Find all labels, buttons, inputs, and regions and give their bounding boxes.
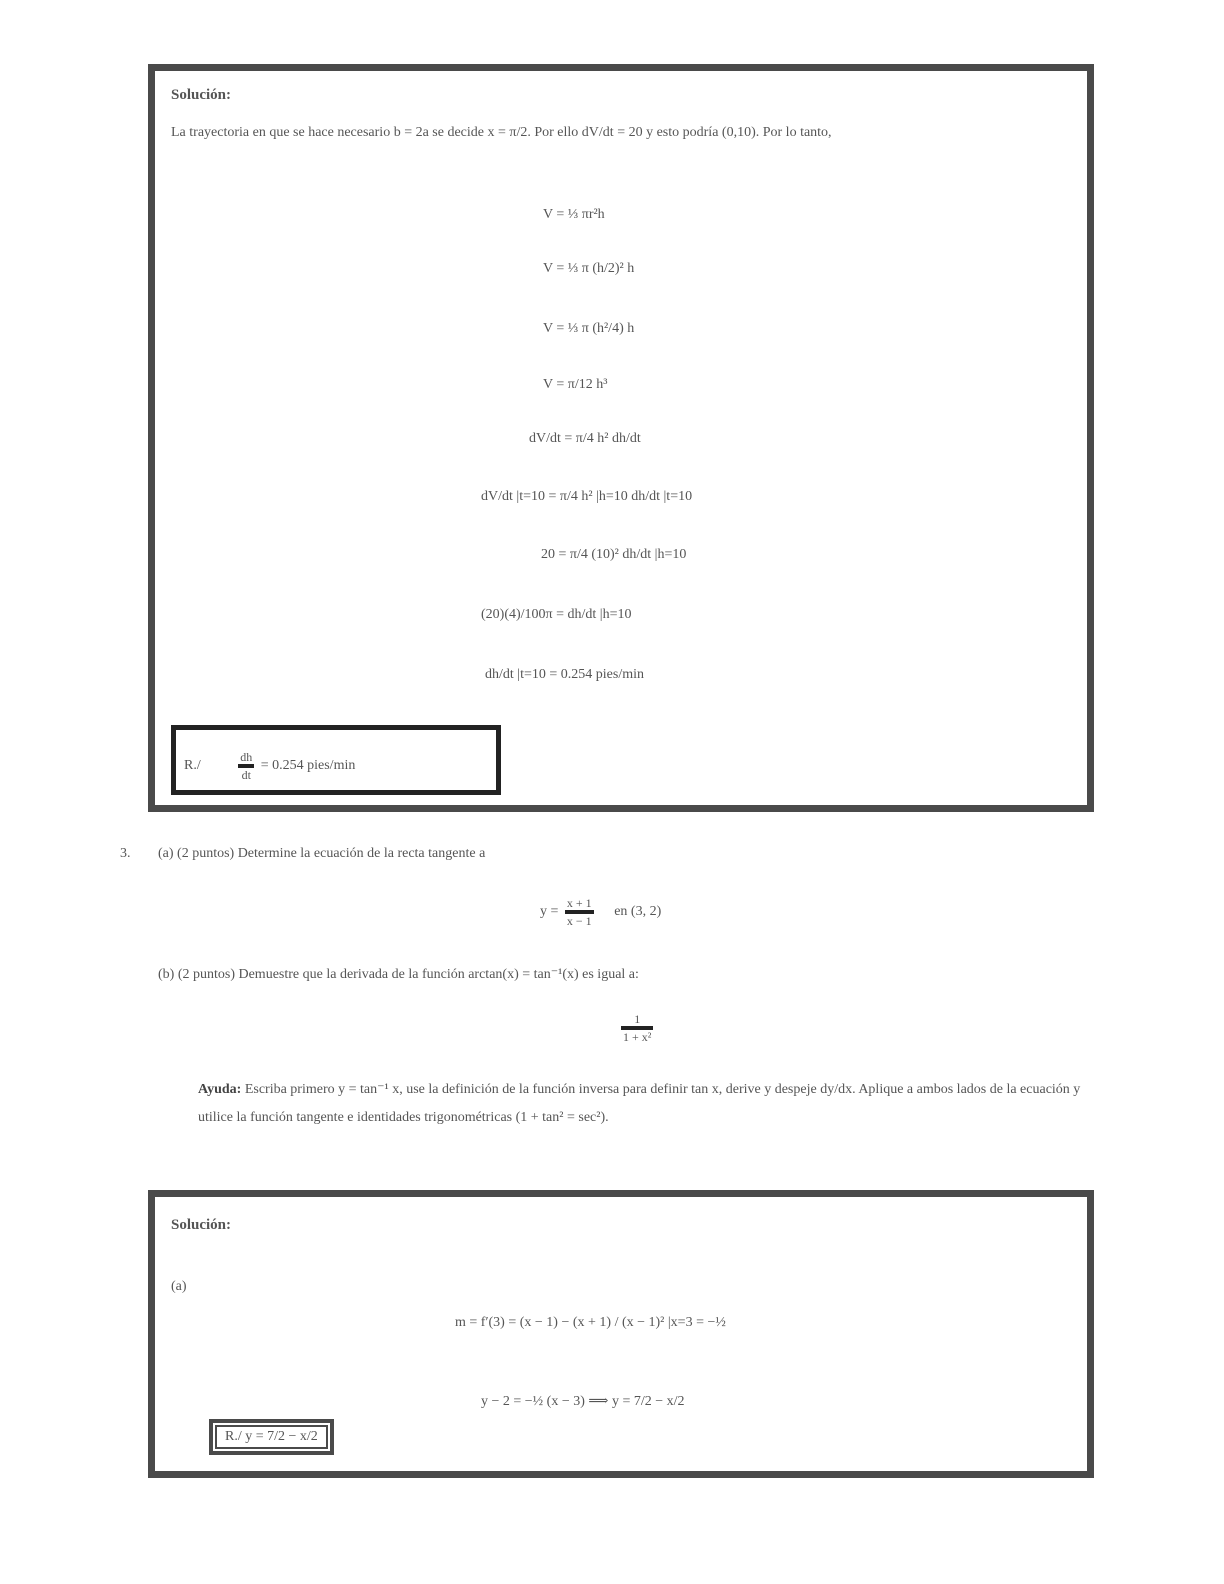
part-a-lhs: y = xyxy=(540,904,559,920)
tangent-line-equation: y − 2 = −½ (x − 3) ⟹ y = 7/2 − x/2 xyxy=(481,1394,685,1409)
part-b-den: 1 + x² xyxy=(623,1030,652,1044)
equation-8 xyxy=(481,607,631,623)
question-part-b: (b) (2 puntos) Demuestre que la derivada de la función arctan(x) = tan⁻¹(x) es igual a: xyxy=(158,967,639,982)
equation-7 xyxy=(541,547,686,563)
answer-box-2: R./ y = 7/2 − x/2 xyxy=(209,1419,334,1455)
answer-fraction-num: dh xyxy=(238,750,254,768)
part-a-den: x − 1 xyxy=(566,914,592,928)
equation-8-text: (20)(4)/100π = dh/dt |h=10 xyxy=(481,607,632,622)
solution-title: Solución: xyxy=(171,87,232,103)
solution-intro: La trayectoria en que se hace necesario b = 2a se decide x = π/2. Por ello dV/dt = 20 y esto podría (0,10). Por lo tanto, xyxy=(171,125,832,140)
equation-6 xyxy=(481,489,692,505)
answer-label: R./ xyxy=(184,758,201,774)
part-a-num: x + 1 xyxy=(565,896,594,914)
solution-title: Solución: xyxy=(171,1217,232,1233)
question-number: 3. xyxy=(120,846,131,861)
answer-fraction-den: dt xyxy=(241,768,251,782)
solution-box-1 xyxy=(148,64,1094,812)
slope-equation: m = f′(3) = (x − 1) − (x + 1) / (x − 1)² |x=3 = −½ xyxy=(455,1315,726,1330)
equation-1 xyxy=(543,207,605,223)
equation-3-text: V = ⅓ π (h²/4) h xyxy=(543,321,635,336)
solution-box-2 xyxy=(148,1190,1094,1478)
part-a-equation xyxy=(540,896,661,928)
part-b-num: 1 xyxy=(621,1012,653,1030)
solution-part-label: (a) xyxy=(171,1279,187,1294)
equation-7-text: 20 = π/4 (10)² dh/dt |h=10 xyxy=(541,547,687,562)
equation-4-text: V = π/12 h³ xyxy=(543,377,608,392)
equation-9 xyxy=(485,667,644,683)
answer-fraction xyxy=(238,750,254,782)
answer-box-1 xyxy=(171,725,501,795)
answer-value: = 0.254 pies/min xyxy=(260,758,356,774)
hint-text: Escriba primero y = tan⁻¹ x, use la definición de la función inversa para definir tan x, derive y despeje dy/dx. Aplique a ambos lados de la ecuación y utilice la función tangente e identidades trigonométricas (1 + tan² = sec²). xyxy=(198,1082,1081,1125)
part-a-fraction xyxy=(565,896,594,928)
equation-5-text: dV/dt = π/4 h² dh/dt xyxy=(529,431,641,446)
hint-paragraph xyxy=(198,1076,1098,1132)
equation-4 xyxy=(543,377,607,393)
part-a-point: en (3, 2) xyxy=(614,904,662,920)
equation-2-text: V = ⅓ π (h/2)² h xyxy=(543,261,635,276)
equation-5 xyxy=(529,431,641,447)
question-part-a: (a) (2 puntos) Determine la ecuación de la recta tangente a xyxy=(158,846,486,861)
equation-9-text: dh/dt |t=10 = 0.254 pies/min xyxy=(485,667,644,682)
part-b-fraction xyxy=(621,1012,653,1044)
equation-6-text: dV/dt |t=10 = π/4 h² |h=10 dh/dt |t=10 xyxy=(481,489,693,504)
equation-1-text: V = ⅓ πr²h xyxy=(543,207,605,222)
part-b-equation xyxy=(618,1012,656,1044)
hint-label: Ayuda: xyxy=(198,1082,242,1097)
equation-3 xyxy=(543,321,634,337)
equation-2 xyxy=(543,261,634,277)
